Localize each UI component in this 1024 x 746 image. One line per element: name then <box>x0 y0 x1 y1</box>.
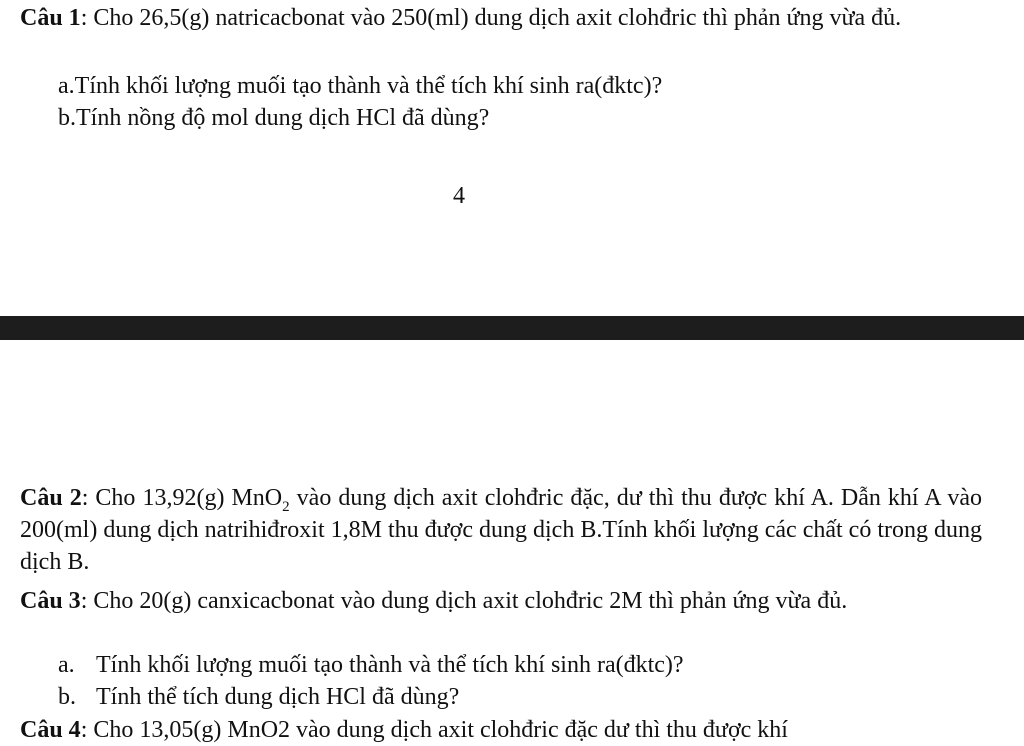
question-1 <box>20 2 982 34</box>
question-2-text-start: : Cho 13,92(g) MnO <box>81 485 283 511</box>
question-2 <box>20 482 982 578</box>
question-3-label: Câu 3 <box>20 588 81 614</box>
document-page-top <box>0 0 1024 316</box>
page-number: 4 <box>453 183 465 209</box>
question-3-part-a-marker: a. <box>58 652 75 678</box>
question-4-partial <box>20 714 788 746</box>
question-3-part-b <box>58 681 459 713</box>
question-1-part-b: b.Tính nồng độ mol dung dịch HCl đã dùng? <box>58 105 490 131</box>
question-1-part-a: a.Tính khối lượng muối tạo thành và thể tích khí sinh ra(đktc)? <box>58 73 663 99</box>
question-2-text-end: vào dung dịch axit clohđric đặc, dư thì thu được khí A. Dẫn khí A vào 200(ml) dung dịch natrihiđroxit 1,8M thu được dung dịch B.Tính khối lượng các chất có trong dung dịch B. <box>20 485 982 575</box>
page-separator-bar <box>0 316 1024 340</box>
question-3-part-b-marker: b. <box>58 684 76 710</box>
question-3-part-a <box>58 649 684 681</box>
question-3-text: : Cho 20(g) canxicacbonat vào dung dịch axit clohđric 2M thì phản ứng vừa đủ. <box>80 588 848 614</box>
question-1-label: Câu 1 <box>20 5 81 31</box>
question-4-cut-off <box>20 714 1020 743</box>
question-1-text: : Cho 26,5(g) natricacbonat vào 250(ml) dung dịch axit clohđric thì phản ứng vừa đủ. <box>80 5 902 31</box>
question-2-subscript: 2 <box>282 498 290 515</box>
question-3-part-a-text: Tính khối lượng muối tạo thành và thể tích khí sinh ra(đktc)? <box>96 652 684 678</box>
question-3 <box>20 585 982 617</box>
question-3-part-b-text: Tính thể tích dung dịch HCl đã dùng? <box>96 684 460 710</box>
question-4-label: Câu 4 <box>20 717 81 743</box>
question-2-label: Câu 2 <box>20 485 82 511</box>
question-4-text: : Cho 13,05(g) MnO2 vào dung dịch axit clohđric đặc dư thì thu được khí <box>80 717 788 743</box>
